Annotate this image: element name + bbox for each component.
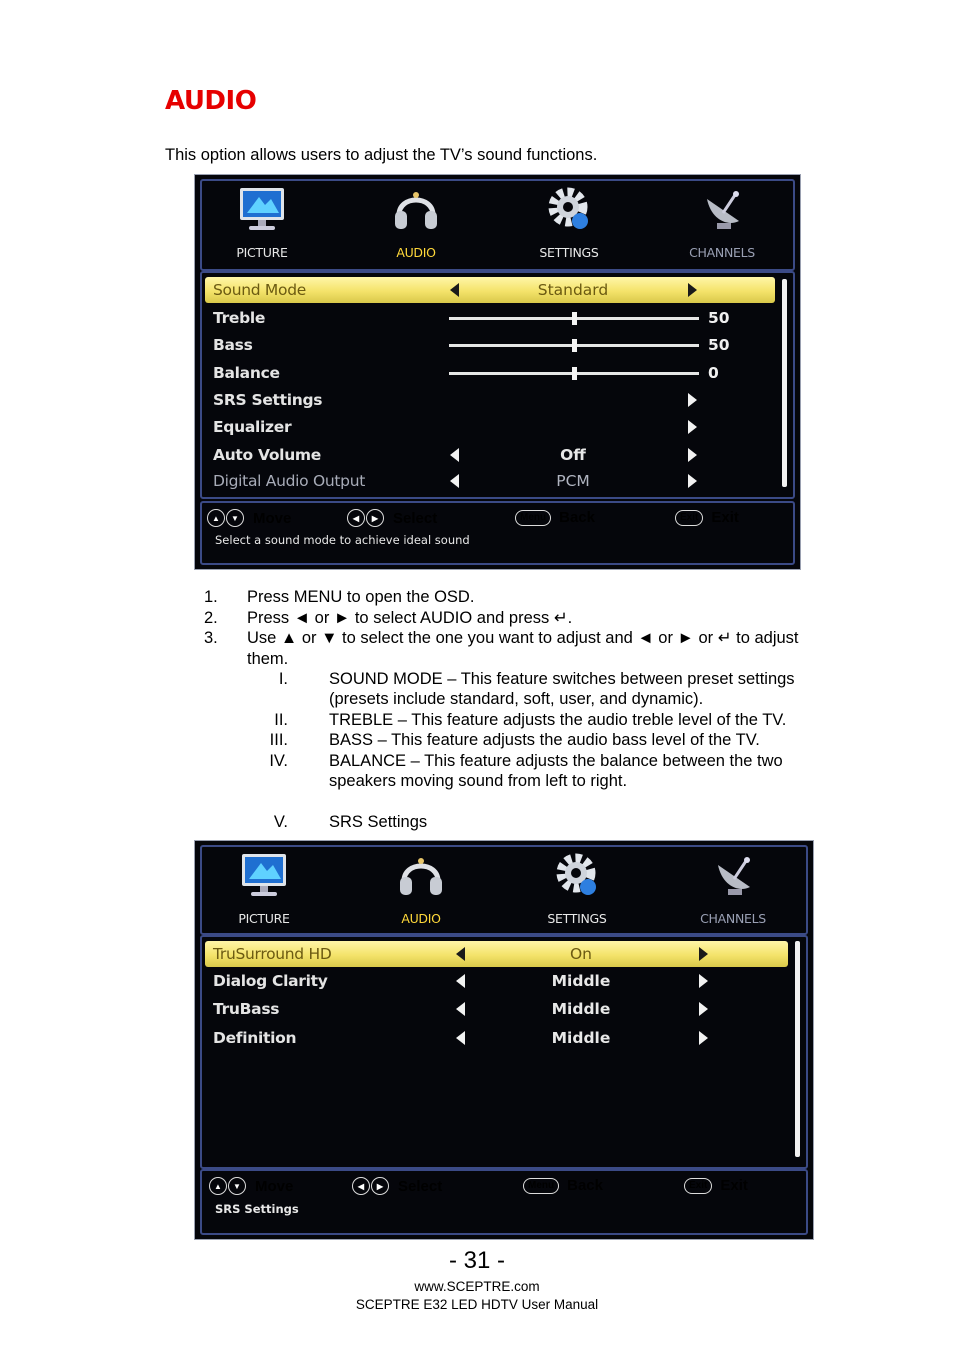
right-arrow-icon[interactable] <box>688 283 697 297</box>
srs-settings-screenshot <box>194 840 814 1240</box>
monitor-icon <box>234 183 290 235</box>
menu-row-definition[interactable] <box>205 1025 788 1051</box>
slider-knob[interactable] <box>572 312 577 325</box>
audio-menu-screenshot <box>194 174 801 570</box>
menu-row-trubass[interactable] <box>205 996 788 1022</box>
menu-row-digital-audio-output[interactable] <box>205 468 775 494</box>
substep-num: I. <box>278 670 288 688</box>
row-value: Standard <box>537 281 609 299</box>
exit-hint <box>675 509 739 526</box>
substep-text: SOUND MODE – This feature switches between preset settings <box>329 670 795 688</box>
menu-row-balance[interactable] <box>205 360 775 386</box>
tab-label: AUDIO <box>396 245 436 260</box>
slider-knob[interactable] <box>572 367 577 380</box>
tab-label: PICTURE <box>236 245 288 260</box>
exit-hint <box>684 1177 748 1194</box>
right-arrow-icon[interactable] <box>699 974 708 988</box>
exit-key-icon: Exit <box>675 510 703 526</box>
left-arrow-icon[interactable] <box>450 283 459 297</box>
row-label: Dialog Clarity <box>213 972 328 990</box>
treble-slider[interactable] <box>449 317 699 320</box>
hint-label: Move <box>255 1177 294 1195</box>
tab-channels[interactable] <box>673 849 793 926</box>
tab-picture[interactable] <box>202 183 322 260</box>
step-text: Press ◄ or ► to select AUDIO and press ↵. <box>247 609 573 627</box>
hint-label: Exit <box>711 509 739 526</box>
headphones-icon <box>388 183 444 235</box>
row-value: Middle <box>551 972 611 990</box>
row-value: Off <box>560 446 586 464</box>
row-number: 50 <box>708 336 730 354</box>
substep-num: V. <box>273 813 288 831</box>
right-icon: ▶ <box>366 509 384 527</box>
tab-label: CHANNELS <box>700 911 766 926</box>
tab-label: SETTINGS <box>539 245 599 260</box>
section-heading: AUDIO <box>165 86 257 116</box>
intro-text: This option allows users to adjust the TV’s sound functions. <box>165 146 598 164</box>
tab-label: CHANNELS <box>689 245 755 260</box>
select-hint <box>352 1177 442 1195</box>
step-num: 3. <box>204 629 218 647</box>
back-hint <box>515 509 595 526</box>
row-label: Equalizer <box>213 418 292 436</box>
right-arrow-icon[interactable] <box>699 947 708 961</box>
hint-label: Select <box>393 509 438 527</box>
tab-label: AUDIO <box>401 911 441 926</box>
step-text: Use ▲ or ▼ to select the one you want to adjust and ◄ or ► or ↵ to adjust <box>247 629 799 647</box>
step-text-cont: them. <box>247 650 289 668</box>
balance-slider[interactable] <box>449 372 699 375</box>
menu-row-sound-mode[interactable] <box>205 277 775 303</box>
gear-icon <box>541 183 597 235</box>
tab-settings[interactable] <box>509 183 629 260</box>
satellite-dish-icon <box>694 183 750 235</box>
left-arrow-icon[interactable] <box>456 947 465 961</box>
step-num: 2. <box>204 609 218 627</box>
help-text: SRS Settings <box>215 1202 299 1216</box>
tab-audio[interactable] <box>361 849 481 926</box>
substep-text: BALANCE – This feature adjusts the balance between the two <box>329 752 783 770</box>
substep-text-cont: (presets include standard, soft, user, and dynamic). <box>329 690 704 708</box>
right-arrow-icon[interactable] <box>699 1031 708 1045</box>
headphones-icon <box>393 849 449 901</box>
tab-label: PICTURE <box>238 911 290 926</box>
slider-knob[interactable] <box>572 339 577 352</box>
page-number: - 31 - <box>448 1247 505 1274</box>
row-label: Definition <box>213 1029 297 1047</box>
back-hint <box>523 1177 603 1194</box>
substep-num: III. <box>269 731 288 749</box>
hint-label: Back <box>567 1177 603 1194</box>
menu-row-equalizer[interactable] <box>205 414 775 440</box>
exit-key-icon: Exit <box>684 1178 712 1194</box>
left-arrow-icon[interactable] <box>456 1002 465 1016</box>
row-value: Middle <box>551 1000 611 1018</box>
row-value: PCM <box>556 472 590 490</box>
row-label: Bass <box>213 336 253 354</box>
hint-label: Select <box>398 1177 443 1195</box>
hint-label: Back <box>559 509 595 526</box>
tab-audio[interactable] <box>356 183 476 260</box>
help-text: Select a sound mode to achieve ideal sound <box>215 533 470 547</box>
menu-row-trusurround-hd[interactable] <box>205 941 788 967</box>
row-value: Middle <box>551 1029 611 1047</box>
right-arrow-icon[interactable] <box>688 474 697 488</box>
monitor-icon <box>236 849 292 901</box>
move-hint <box>209 1177 293 1195</box>
left-arrow-icon[interactable] <box>450 474 459 488</box>
substep-text-cont: speakers moving sound from left to right. <box>329 772 628 790</box>
left-icon: ◀ <box>347 509 365 527</box>
left-arrow-icon[interactable] <box>456 974 465 988</box>
hint-label: Move <box>253 509 292 527</box>
down-icon: ▼ <box>226 509 244 527</box>
substep-num: II. <box>274 711 288 729</box>
tab-channels[interactable] <box>662 183 782 260</box>
right-arrow-icon[interactable] <box>688 448 697 462</box>
step-text: Press MENU to open the OSD. <box>247 588 475 606</box>
tab-label: SETTINGS <box>547 911 607 926</box>
scrollbar[interactable] <box>782 279 787 487</box>
right-icon: ▶ <box>371 1177 389 1195</box>
hint-label: Exit <box>720 1177 748 1194</box>
substep-text: TREBLE – This feature adjusts the audio treble level of the TV. <box>329 711 787 729</box>
menu-row-auto-volume[interactable] <box>205 442 775 468</box>
row-value: On <box>569 945 593 963</box>
manual-title: SCEPTRE E32 LED HDTV User Manual <box>355 1297 599 1312</box>
website: www.SCEPTRE.com <box>414 1279 540 1294</box>
row-label: TruBass <box>213 1000 280 1018</box>
row-label: Sound Mode <box>213 281 306 299</box>
row-label: TruSurround HD <box>213 945 332 963</box>
row-number: 50 <box>708 309 730 327</box>
row-number: 0 <box>708 364 719 382</box>
row-label: Auto Volume <box>213 446 321 464</box>
menu-row-treble[interactable] <box>205 305 775 331</box>
menu-row-srs-settings[interactable] <box>205 387 775 413</box>
step-num: 1. <box>204 588 218 606</box>
menu-key-icon: Menu <box>523 1178 559 1194</box>
left-arrow-icon[interactable] <box>456 1031 465 1045</box>
row-label: Treble <box>213 309 266 327</box>
tab-settings[interactable] <box>517 849 637 926</box>
substep-num: IV. <box>269 752 288 770</box>
select-hint <box>347 509 437 527</box>
row-label: SRS Settings <box>213 391 323 409</box>
substep-text: BASS – This feature adjusts the audio bass level of the TV. <box>329 731 760 749</box>
right-arrow-icon[interactable] <box>688 420 697 434</box>
menu-row-dialog-clarity[interactable] <box>205 968 788 994</box>
right-arrow-icon[interactable] <box>688 393 697 407</box>
up-icon: ▲ <box>207 509 225 527</box>
row-label: Digital Audio Output <box>213 472 366 490</box>
satellite-dish-icon <box>705 849 761 901</box>
left-arrow-icon[interactable] <box>450 448 459 462</box>
left-icon: ◀ <box>352 1177 370 1195</box>
down-icon: ▼ <box>228 1177 246 1195</box>
right-arrow-icon[interactable] <box>699 1002 708 1016</box>
scrollbar[interactable] <box>795 941 800 1157</box>
substep-text: SRS Settings <box>329 813 428 831</box>
menu-row-bass[interactable] <box>205 332 775 358</box>
row-label: Balance <box>213 364 280 382</box>
gear-icon <box>549 849 605 901</box>
menu-key-icon: Menu <box>515 510 551 526</box>
bass-slider[interactable] <box>449 344 699 347</box>
up-icon: ▲ <box>209 1177 227 1195</box>
move-hint <box>207 509 291 527</box>
tab-picture[interactable] <box>204 849 324 926</box>
